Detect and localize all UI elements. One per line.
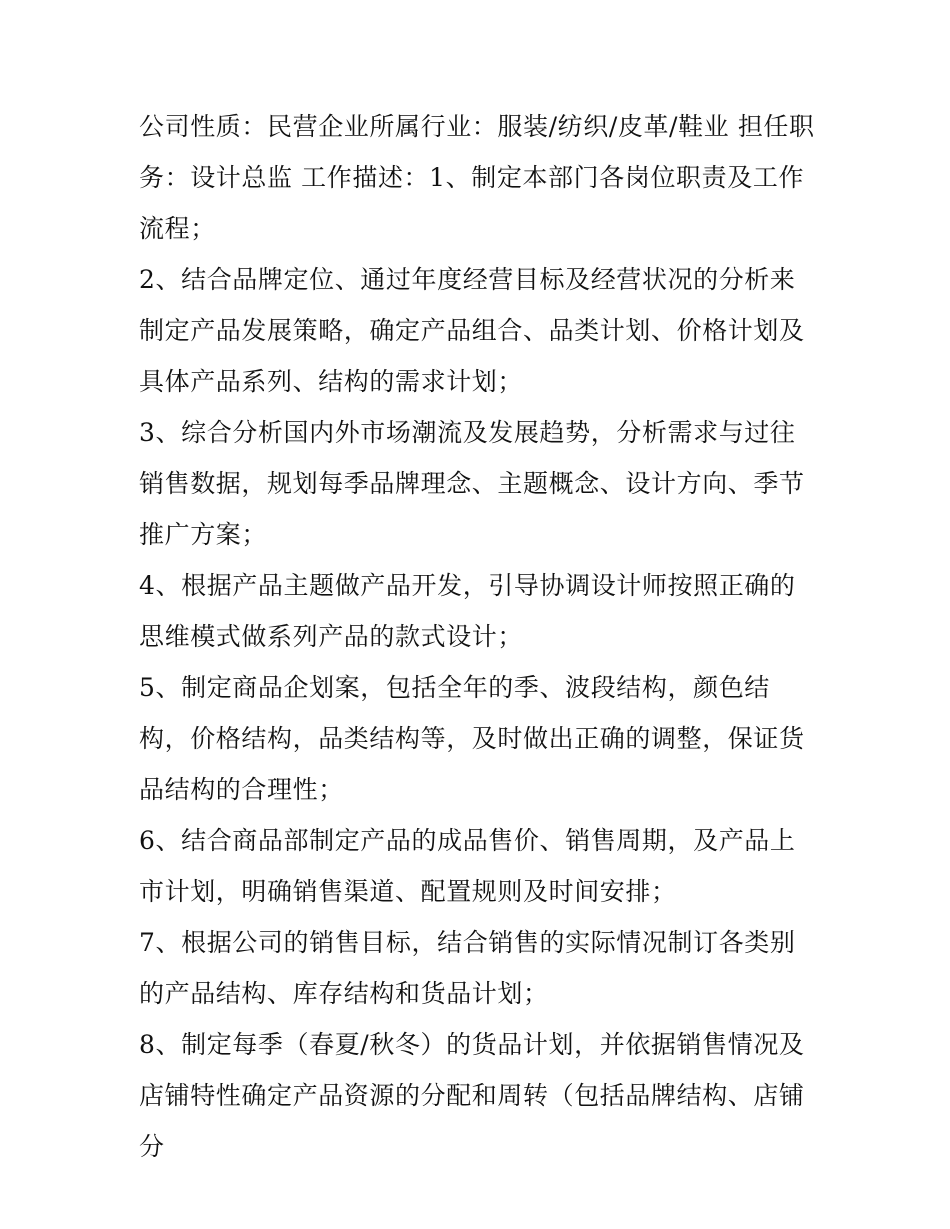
paragraph-item-8: 8、制定每季（春夏/秋冬）的货品计划，并依据销售情况及店铺特性确定产品资源的分配和周转（包括品牌结构、店铺分 [139,1030,805,1161]
paragraph-item-2: 2、结合品牌定位、通过年度经营目标及经营状况的分析来制定产品发展策略，确定产品组合、品类计划、价格计划及具体产品系列、结构的需求计划； [139,265,805,396]
paragraph-item-7: 7、根据公司的销售目标，结合销售的实际情况制订各类别的产品结构、库存结构和货品计划； [139,928,796,1008]
document-body [139,101,819,1172]
paragraph-item-4: 4、根据产品主题做产品开发，引导协调设计师按照正确的思维模式做系列产品的款式设计； [139,571,796,651]
paragraph-company-info: 公司性质：民营企业所属行业：服装/纺织/皮革/鞋业 担任职务：设计总监 工作描述：1、制定本部门各岗位职责及工作流程； [139,112,815,243]
paragraph-item-6: 6、结合商品部制定产品的成品售价、销售周期，及产品上市计划，明确销售渠道、配置规则及时间安排； [139,826,796,906]
paragraph-item-5: 5、制定商品企划案，包括全年的季、波段结构，颜色结构，价格结构，品类结构等，及时做出正确的调整，保证货品结构的合理性； [139,673,805,804]
paragraph-item-3: 3、综合分析国内外市场潮流及发展趋势，分析需求与过往销售数据，规划每季品牌理念、主题概念、设计方向、季节推广方案； [139,418,805,549]
